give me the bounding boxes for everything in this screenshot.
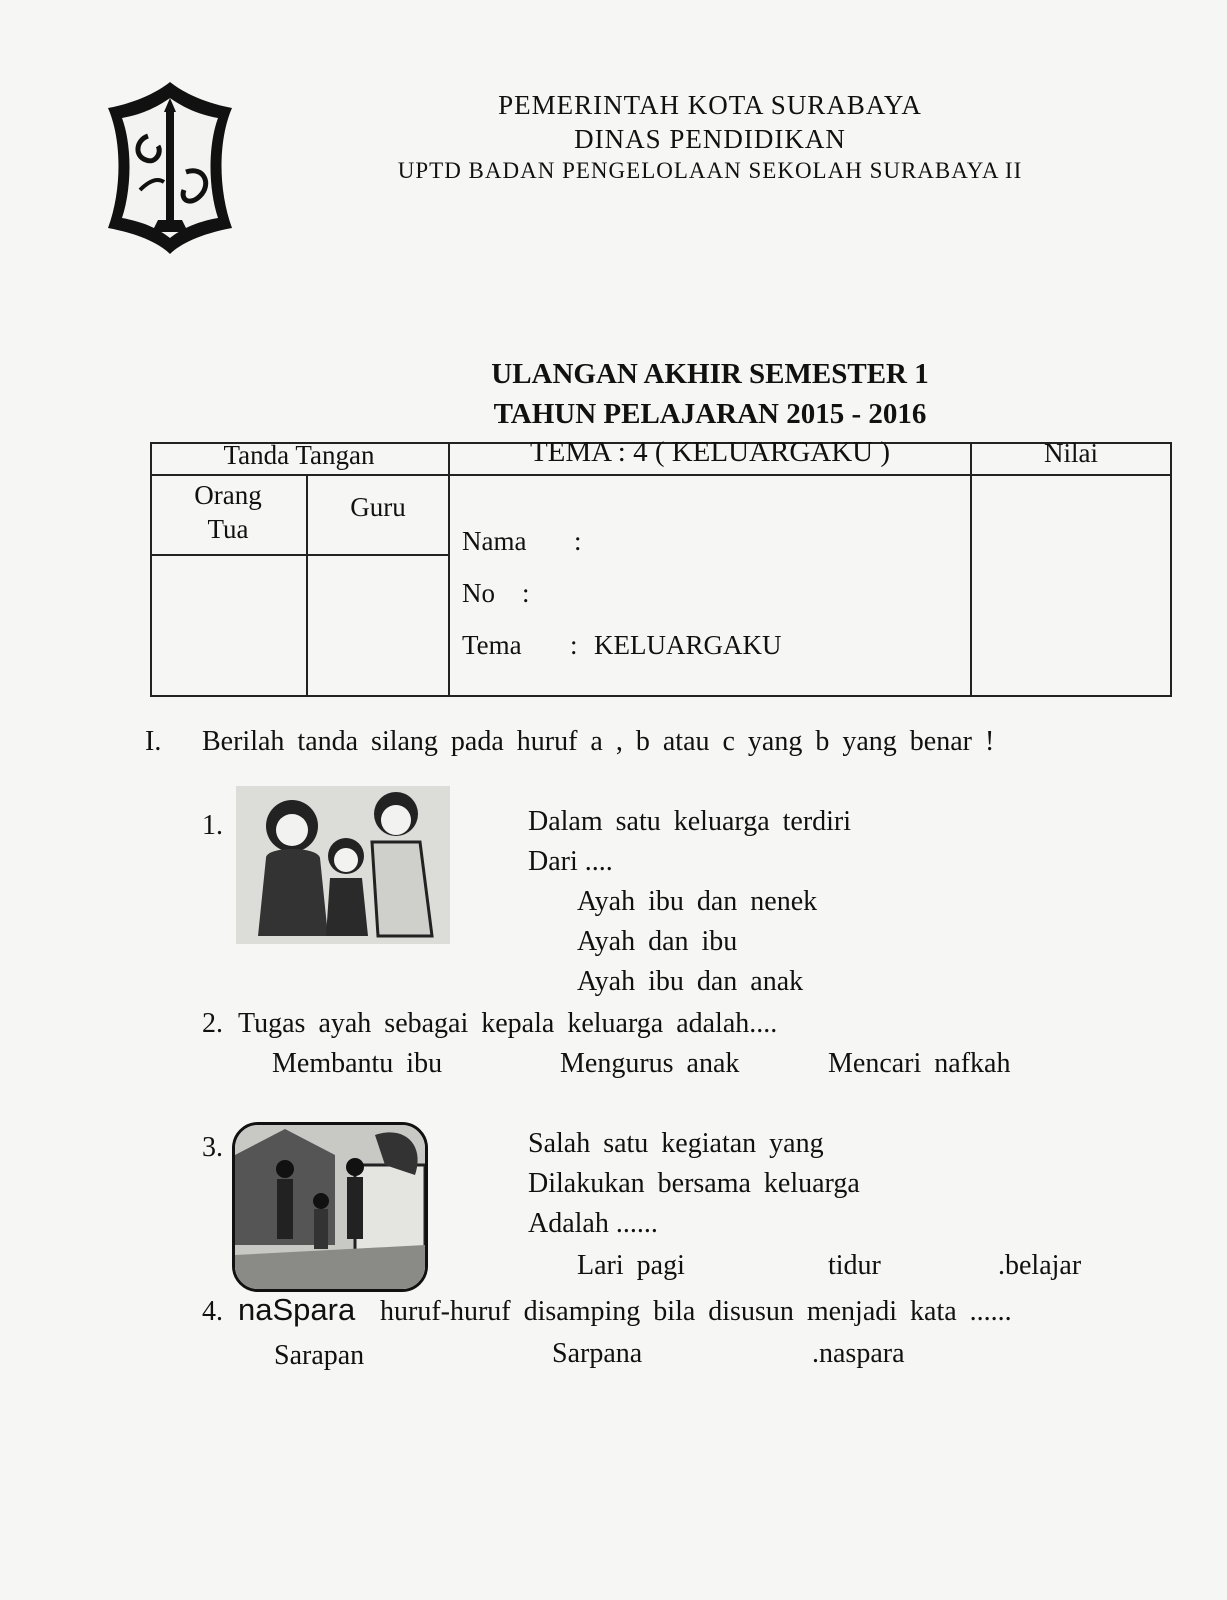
question-1-number: 1. <box>202 810 223 841</box>
question-2-option-c[interactable]: Mencari nafkah <box>828 1048 1011 1079</box>
theme-label: Tema <box>462 630 522 660</box>
question-3-option-b[interactable]: tidur <box>828 1250 881 1281</box>
number-label: No <box>462 578 495 608</box>
city-emblem-logo <box>100 80 240 256</box>
question-3-number: 3. <box>202 1132 223 1163</box>
theme-colon: : <box>570 630 578 660</box>
question-4-option-a[interactable]: Sarapan <box>274 1340 365 1371</box>
teacher-signature-label: Guru <box>350 492 406 522</box>
header-department: DINAS PENDIDIKAN <box>574 124 846 154</box>
question-2-text: Tugas ayah sebagai kepala keluarga adalah.... <box>238 1008 778 1039</box>
score-header: Nilai <box>1044 438 1098 468</box>
number-colon: : <box>522 578 530 608</box>
parent-signature-box[interactable] <box>152 556 306 695</box>
question-4-scrambled-word: naSpara <box>238 1292 356 1327</box>
family-walking-illustration <box>232 1122 428 1292</box>
section-number: I. <box>145 726 162 757</box>
parent-signature-label: Orang Tua <box>194 480 262 544</box>
question-4-option-b[interactable]: Sarpana <box>552 1338 643 1369</box>
family-illustration <box>236 786 450 944</box>
theme-header: TEMA : 4 ( KELUARGAKU ) <box>529 436 891 468</box>
theme-value: KELUARGAKU <box>594 630 782 660</box>
number-field[interactable] <box>538 578 958 610</box>
question-4-option-c[interactable]: .naspara <box>812 1338 905 1369</box>
header-government: PEMERINTAH KOTA SURABAYA <box>498 90 922 120</box>
question-3-option-c[interactable]: .belajar <box>998 1250 1082 1281</box>
question-3-option-a[interactable]: Lari pagi <box>577 1250 685 1281</box>
question-1-text-line-2: Dari .... <box>528 846 613 877</box>
name-colon: : <box>574 526 582 556</box>
question-1-option-c[interactable]: Ayah ibu dan anak <box>577 966 804 997</box>
academic-year: TAHUN PELAJARAN 2015 - 2016 <box>493 398 927 430</box>
question-4-text: huruf-huruf disamping bila disusun menjadi kata ...... <box>380 1296 1012 1327</box>
question-1-option-b[interactable]: Ayah dan ibu <box>577 926 738 957</box>
score-box[interactable] <box>972 476 1170 695</box>
question-1-text-line-1: Dalam satu keluarga terdiri <box>528 806 852 837</box>
question-2-number: 2. <box>202 1008 223 1039</box>
question-3-text-line-2: Dilakukan bersama keluarga <box>528 1168 860 1199</box>
question-2-option-b[interactable]: Mengurus anak <box>560 1048 740 1079</box>
exam-title: ULANGAN AKHIR SEMESTER 1 <box>491 358 929 390</box>
name-field[interactable] <box>590 526 960 558</box>
teacher-signature-box[interactable] <box>308 556 448 695</box>
header-unit: UPTD BADAN PENGELOLAAN SEKOLAH SURABAYA II <box>397 158 1023 183</box>
question-2-option-a[interactable]: Membantu ibu <box>272 1048 443 1079</box>
question-3-text-line-3: Adalah ...... <box>528 1208 658 1239</box>
student-info-table <box>150 436 1172 698</box>
question-3-text-line-1: Salah satu kegiatan yang <box>528 1128 824 1159</box>
section-instruction: Berilah tanda silang pada huruf a , b atau c yang b yang benar ! <box>202 726 995 757</box>
question-4-number: 4. <box>202 1296 223 1327</box>
signature-header: Tanda Tangan <box>223 440 375 470</box>
name-label: Nama <box>462 526 527 556</box>
question-1-option-a[interactable]: Ayah ibu dan nenek <box>577 886 818 917</box>
